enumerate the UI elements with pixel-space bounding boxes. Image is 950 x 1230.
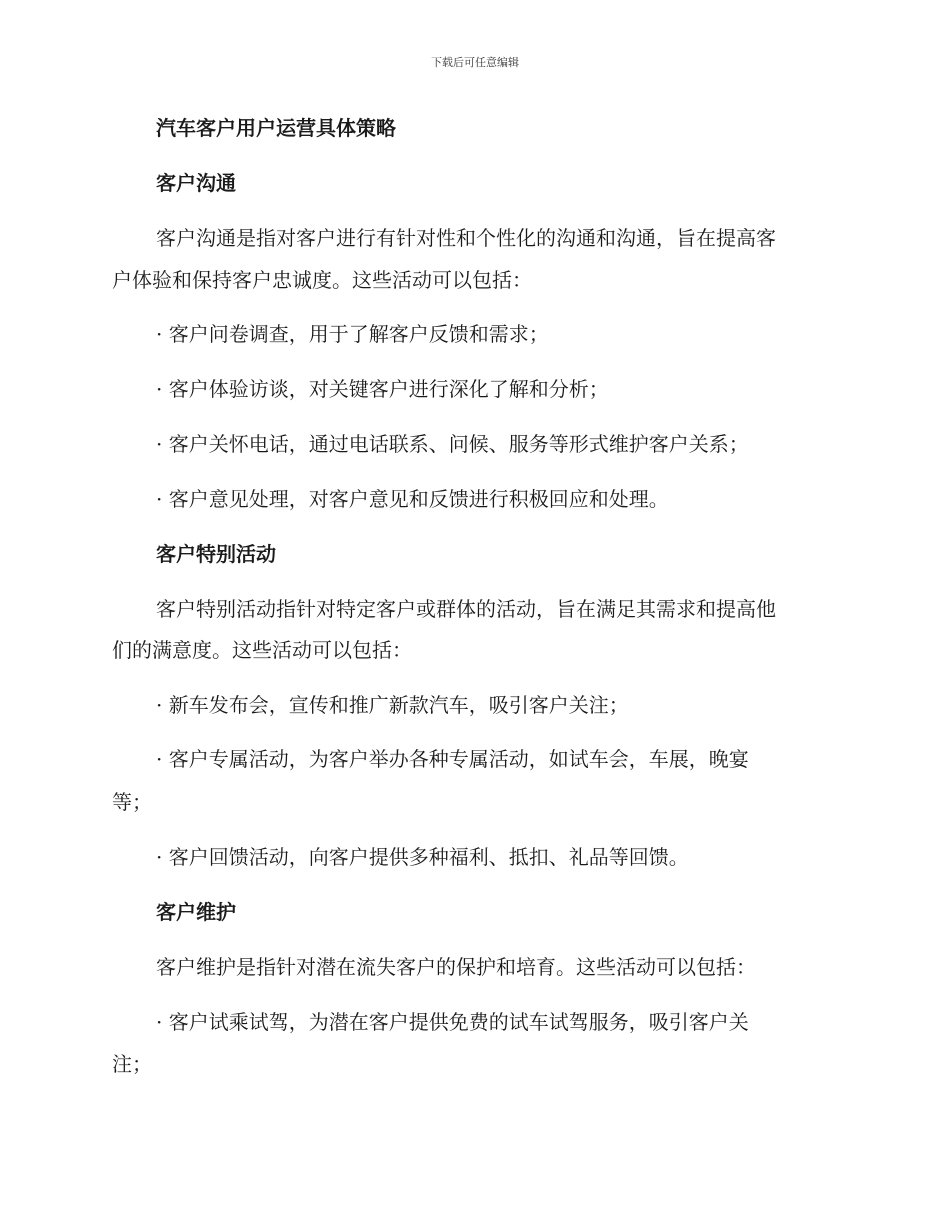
document-title: 汽车客户用户运营具体策略 (156, 116, 396, 140)
list-item: · 客户意见处理，对客户意见和反馈进行积极回应和处理。 (156, 487, 669, 511)
paragraph-line: 客户维护是指针对潜在流失客户的保护和培育。这些活动可以包括： (156, 955, 756, 979)
paragraph-line: 们的满意度。这些活动可以包括： (112, 638, 412, 662)
section-heading: 客户维护 (156, 900, 236, 924)
list-item: · 客户问卷调查，用于了解客户反馈和需求； (156, 322, 549, 346)
list-item: · 新车发布会，宣传和推广新款汽车，吸引客户关注； (156, 693, 629, 717)
paragraph-line: 客户沟通是指对客户进行有针对性和个性化的沟通和沟通，旨在提高客 (156, 226, 776, 250)
paragraph-line: 户体验和保持客户忠诚度。这些活动可以包括： (112, 268, 532, 292)
list-item-continuation: 注； (112, 1052, 152, 1076)
paragraph-line: 客户特别活动指针对特定客户或群体的活动，旨在满足其需求和提高他 (156, 597, 776, 621)
page-header: 下载后可任意编辑 (431, 56, 519, 69)
list-item-continuation: 等； (112, 790, 152, 814)
list-item: · 客户体验访谈，对关键客户进行深化了解和分析； (156, 377, 609, 401)
section-heading: 客户沟通 (156, 171, 236, 195)
list-item: · 客户专属活动，为客户举办各种专属活动，如试车会，车展，晚宴 (156, 747, 749, 771)
list-item: · 客户回馈活动，向客户提供多种福利、抵扣、礼品等回馈。 (156, 845, 689, 869)
list-item: · 客户试乘试驾，为潜在客户提供免费的试车试驾服务，吸引客户关 (156, 1010, 749, 1034)
section-heading: 客户特别活动 (156, 542, 276, 566)
list-item: · 客户关怀电话，通过电话联系、问候、服务等形式维护客户关系； (156, 432, 749, 456)
